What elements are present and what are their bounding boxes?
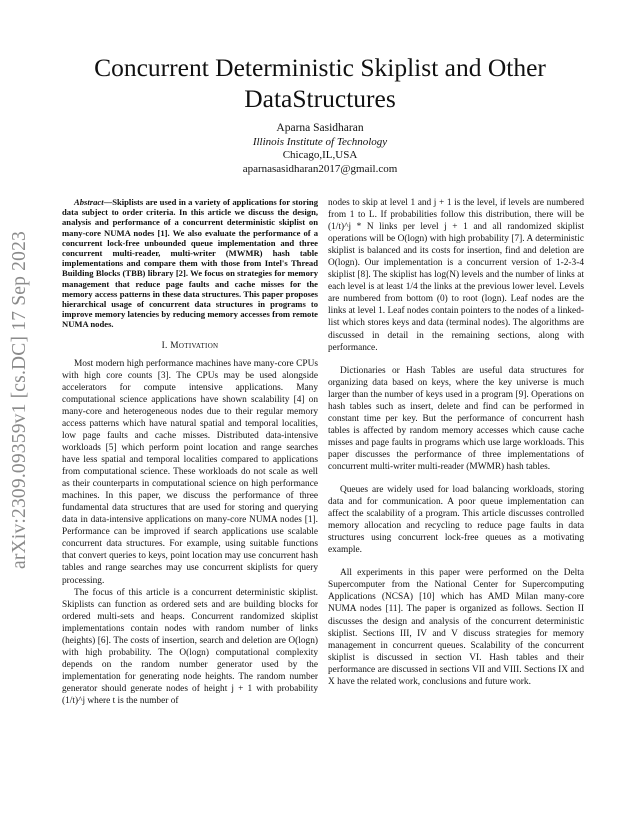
section-title: Motivation	[170, 340, 219, 351]
paper-title: Concurrent Deterministic Skiplist and Other DataStructures	[94, 53, 546, 113]
paragraph: All experiments in this paper were performed on the Delta Supercomputer from the National Center for Supercomputing Applications (NCSA) [10] which has AMD Milan many-core NUMA nodes [11]. The paper is organized as follows. Section II discusses the design and analysis of the concurrent deterministic skiplist. Sections III, IV and V discuss strategies for memory management in concurrent queues. Scalability of the concurrent skiplist is discussed in section VI. Hash tables and their performance are discussed in sections VII and VIII. Sections IX and X have the related work, conclusions and future work.	[328, 568, 584, 687]
abstract-lead: Abstract	[74, 197, 104, 207]
right-column	[328, 197, 584, 688]
paragraph: The focus of this article is a concurrent deterministic skiplist. Skiplists can function as ordered sets and are building blocks for ordered multi-sets and heaps. Concurrent randomized skiplist implementations contain nodes with random number of links (heights) [6]. The costs of insertion, search and deletion are O(logn) with high probability. The O(logn) computational complexity depends on the random number generator used by the implementation for generating node heights. The random number generator should generate nodes of height j + 1 with probability (1/t)^j where t is the number of	[62, 587, 318, 706]
author-affiliation: Illinois Institute of Technology	[252, 135, 388, 148]
paragraph: Most modern high performance machines have many-core CPUs with high core counts [3]. The CPUs may be used alongside accelerators for compute intensive applications. Many computational science applications have shown scalability [4] on many-core and heterogeneous nodes due to their regular memory access patterns which have natural spatial and temporal localities, low page faults and cache misses. Distributed data-intensive workloads [5] which perform point location and range searches have less spatial and temporal localities compared to applications from computational science. These workloads do not scale as well as their counterparts in computational science on high performance machines. In this paper, we discuss the performance of three fundamental data structures that are used for storing and querying data in data-intensive applications on many-core NUMA nodes [1]. Performance can be improved if search applications use scalable concurrent data structures. For example, using suitable functions that convert queries to keys, point location may use concurrent hash tables and range searches may use concurrent skiplists for query processing.	[62, 358, 318, 586]
paragraph: nodes to skip at level 1 and j + 1 is the level, if levels are numbered from 1 to L. If probabilities follow this distribution, there will be (1/t)^j * N links per level j + 1 and all randomized skiplist operations will be O(logn) with high probability [7]. A deterministic skiplist is balanced and its costs for insertion, find and deletion are O(logn). Our implementation is a concurrent version of 1-2-3-4 skiplist [8]. The skiplist has log(N) levels and the number of links at each level is at least 1/4 the links at the previous lower level. Levels are numbered from bottom (0) to root (logn). Leaf nodes are the links at level 1. Leaf nodes contain pointers to the nodes of a linked-list which stores keys and data (terminal nodes). The algorithms are discussed in detail in the remaining sections, along with performance.	[328, 198, 584, 353]
arxiv-identifier-text: arXiv:2309.09359v1 [cs.DC] 17 Sep 2023	[9, 231, 30, 569]
section-heading	[62, 340, 318, 352]
author-email: aparnasasidharan2017@gmail.com	[242, 162, 398, 175]
paragraph: Dictionaries or Hash Tables are useful data structures for organizing data based on keys, where the key universe is much larger than the number of keys used in a program [9]. Operations on hash tables such as insert, delete and find can be performed in constant time per key. But the performance of concurrent hash tables is affected by random memory accesses which cause cache misses and page faults in programs which use large workloads. This paper discusses the performance of three implementations of concurrent multi-writer multi-reader (MWMR) hash tables.	[328, 365, 584, 472]
abstract-text: —Skiplists are used in a variety of applications for storing data subject to order criteria. In this article we discuss the design, analysis and performance of a concurrent deterministic skiplist on many-core NUMA nodes [1]. We also evaluate the performance of a concurrent lock-free unbounded queue implementation and three concurrent multi-reader, multi-writer (MWMR) hash table implementations and compare them with those from Intel's Thread Building Blocks (TBB) library [2]. We focus on strategies for memory management that reduce page faults and cache misses for the memory access patterns in these data structures. This paper proposes hierarchical usage of concurrent data structures in programs to improve memory latencies by reducing memory accesses from remote NUMA nodes.	[62, 197, 318, 330]
abstract	[62, 197, 318, 330]
paragraph: Queues are widely used for load balancing workloads, storing data and for communication. A poor queue implementation can affect the scalability of a program. This article discusses controlled memory allocation and recycling to reduce page faults in data structures using concurrent lock-free queues as a motivating example.	[328, 485, 584, 556]
section-number: I.	[161, 340, 171, 351]
author-location: Chicago,IL,USA	[282, 149, 358, 161]
author-block	[60, 122, 580, 176]
author-name: Aparna Sasidharan	[276, 122, 364, 134]
left-column	[62, 197, 318, 707]
arxiv-identifier-stamp	[2, 190, 38, 610]
